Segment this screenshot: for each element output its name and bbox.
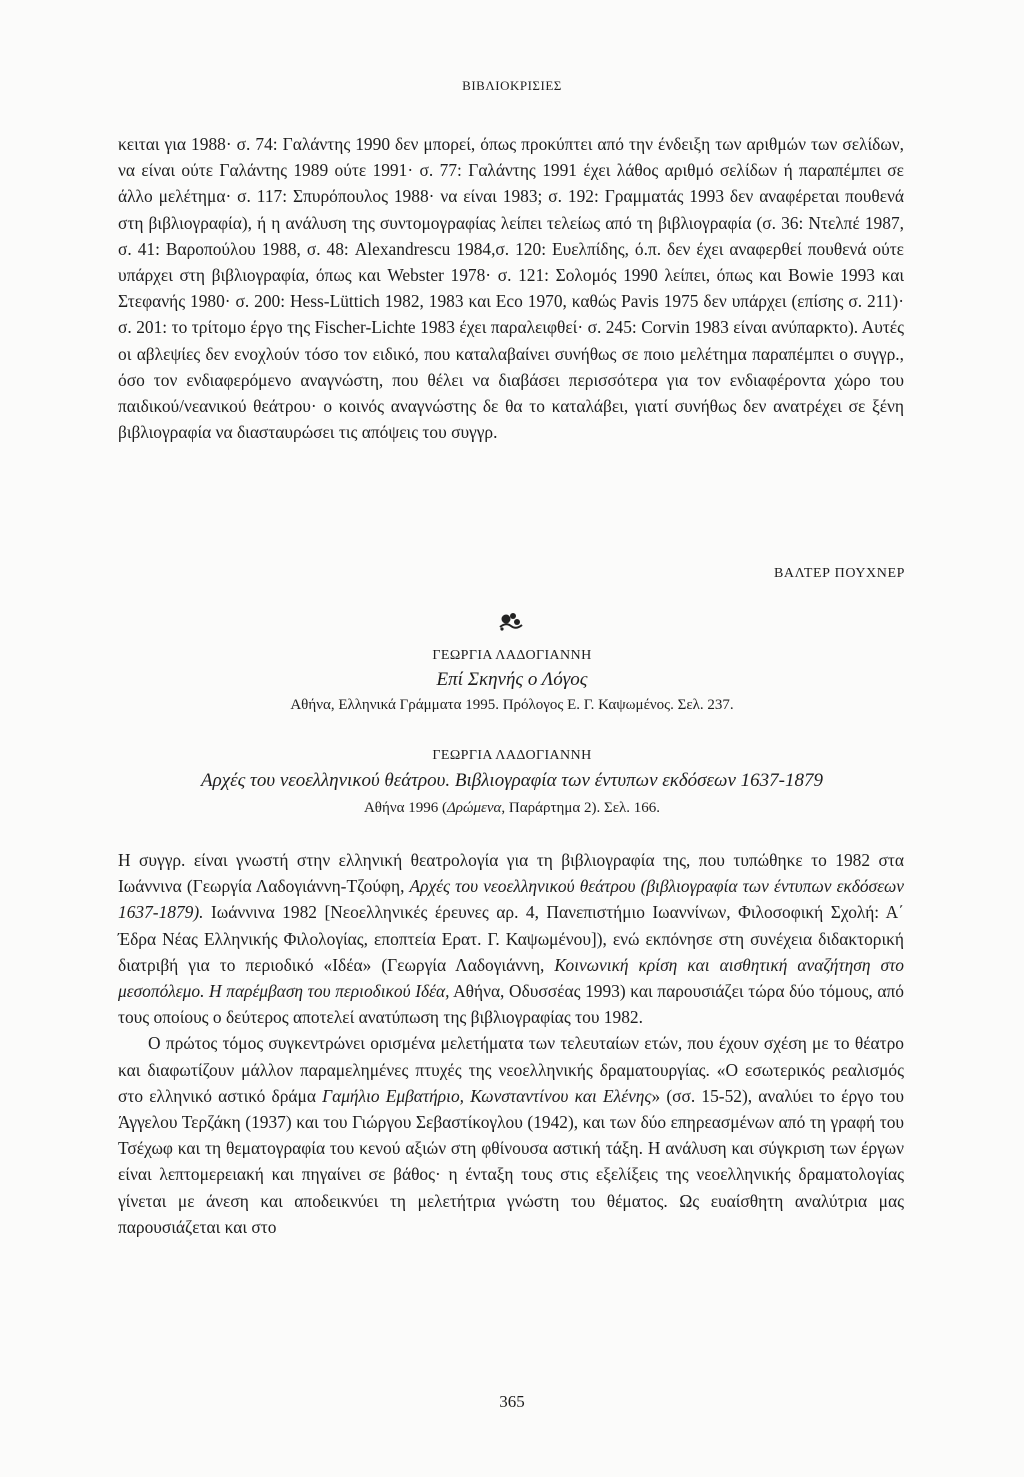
italic-title: Γαμήλιο Εμβατήριο, Κωνσταντίνου και Ελένης (322, 1085, 652, 1106)
book-publication: Αθήνα, Ελληνικά Γράμματα 1995. Πρόλογος Ε. Γ. Καψωμένος. Σελ. 237. (290, 697, 734, 713)
book-title: Επί Σκηνής ο Λόγος (436, 669, 588, 690)
book-title: Αρχές του νεοελληνικού θεάτρου. Βιβλιογραφία των έντυπων εκδόσεων 1637-1879 (201, 770, 823, 791)
review-paragraph (118, 847, 904, 1030)
text-run: Αθήνα, Οδυσσέας 1993) και παρουσιάζει τώρα δύο τόμους, από τους οποίους ο δεύτερος αποτελεί ανατύπωση της βιβλιογραφίας του 1982. (118, 981, 904, 1028)
review-paragraph: κειται για 1988· σ. 74: Γαλάντης 1990 δεν μπορεί, όπως προκύπτει από την ένδειξη των αριθμών των σελίδων, να είναι ούτε Γαλάντης 1989 ούτε 1991· σ. 77: Γαλάντης 1991 έχει λάθος αριθμό σελίδων ή παραπέμπει σε άλλο μελέτημα· σ. 117: Σπυρόπουλος 1988· να είναι 1983; σ. 192: Γραμματάς 1993 δεν αναφέρεται πουθενά στη βιβλιογραφία), ή η ανάλυση της συντομογραφίας λείπει τελείως από τη βιβλιογραφία (σ. 36: Ντελπέ 1987, σ. 41: Βαροπούλου 1988, σ. 48: Alexandrescu 1984,σ. 120: Ευελπίδης, ό.π. δεν έχει αναφερθεί πουθενά ούτε υπάρχει στη βιβλιογραφία, όπως και Webster 1978· σ. 121: Σολομός 1990 λείπει, όπως και Bowie 1993 και Στεφανής 1980· σ. 200: Hess-Lüttich 1982, 1983 και Eco 1970, καθώς Pavis 1975 δεν υπάρχει (επίσης σ. 211)· σ. 201: το τρίτομο έργο της Fischer-Lichte 1983 έχει παραλειφθεί· σ. 245: Corvin 1983 είναι ανύπαρκτο). Αυτές οι αβλεψίες δεν ενοχλούν τόσο τον ειδικό, που καταλαβαίνει συνήθως σε ποιο μελέτημα παραπέμπει ο συγγρ., όσο τον ενδιαφερόμενο αναγνώστη, που θέλει να διαβάσει περισσότερα για τον ενδιαφέροντα χώρο του παιδικού/νεανικού θεάτρου· ο κοινός αναγνώστης δε θα το καταλάβει, γιατί συνήθως δεν ανατρέχει σε ξένη βιβλιογραφία να διασταυρώσει τις απόψεις του συγγρ. (118, 134, 904, 443)
page-number: 365 (499, 1392, 525, 1411)
text-run: » (σσ. 15-52), αναλύει το έργο του Άγγελου Τερζάκη (1937) και του Γιώργου Σεβαστίκογλου (1942), και των δύο επηρεασμένων από τη γραφή του Τσέχωφ και τη θεματογραφία του κενού αξιών στη φθίνουσα αστική τάξη. Η ανάλυση και σύγκριση των έργων είναι λεπτομερειακή και πηγαίνει σε βάθος· η ένταξη τους στις εξελίξεις της νεοελληνικής δραματολογίας γίνεται με άνεση και αποδεικνύει τη μελετήτρια γνώστη του θέματος. Ως ευαίσθητη αναλύτρια μας παρουσιάζεται και στο (118, 1085, 904, 1237)
italic-title: Κοινωνική κρίση και αισθητική αναζήτηση στο μεσοπόλεμο. Η παρέμβαση του περιοδικού Ιδέα, (118, 954, 904, 1002)
floral-ornament-icon (497, 610, 525, 632)
italic-title: Αρχές του νεοελληνικού θεάτρου (βιβλιογραφία των έντυπων εκδόσεων 1637-1879). (118, 876, 904, 923)
publication-text: , Παράρτημα 2). Σελ. 166. (501, 800, 661, 816)
book-publication (0, 800, 1024, 817)
review-continuation (118, 131, 904, 445)
book-author: ΓΕΩΡΓΙΑ ΛΑΔΟΓΙΑΝΝΗ (432, 648, 592, 663)
reviewer-signature: ΒΑΛΤΕΡ ΠΟΥΧΝΕΡ (773, 566, 905, 581)
review-paragraph (118, 1030, 904, 1240)
running-header: ΒΙΒΛΙΟΚΡΙΣΙΕΣ (462, 78, 562, 93)
book-author: ΓΕΩΡΓΙΑ ΛΑΔΟΓΙΑΝΝΗ (432, 748, 592, 763)
series-name: Δρώμενα (446, 800, 502, 816)
publication-text: Αθήνα 1996 ( (363, 800, 447, 816)
review-body (118, 847, 904, 1240)
text-run: Ιωάννινα 1982 [Νεοελληνικές έρευνες αρ. 4, Πανεπιστήμιο Ιωαννίνων, Φιλοσοφική Σχολή: Α΄ Έδρα Νέας Ελληνικής Φιλολογίας, εποπτεία Ερατ. Γ. Καψωμένου]), ενώ εκπόνησε στη συνέχεια διδακτορική διατριβή για το περιοδικό «Ιδέα» (Γεωργία Λαδογιάννη, (118, 902, 904, 975)
text-run: Η συγγρ. είναι γνωστή στην ελληνική θεατρολογία για τη βιβλιογραφία της, που τυπώθηκε το 1982 στα Ιωάννινα (Γεωργία Λαδογιάννη-Τζούφη, (118, 850, 904, 897)
text-run: Ο πρώτος τόμος συγκεντρώνει ορισμένα μελετήματα των τελευταίων ετών, που έχουν σχέση με το θέατρο και διαφωτίζουν μάλλον παραμελημένες πτυχές της νεοελληνικής δραματουργίας. «Ο εσωτερικός ρεαλισμός στο ελληνικό αστικό δράμα (118, 1033, 904, 1106)
